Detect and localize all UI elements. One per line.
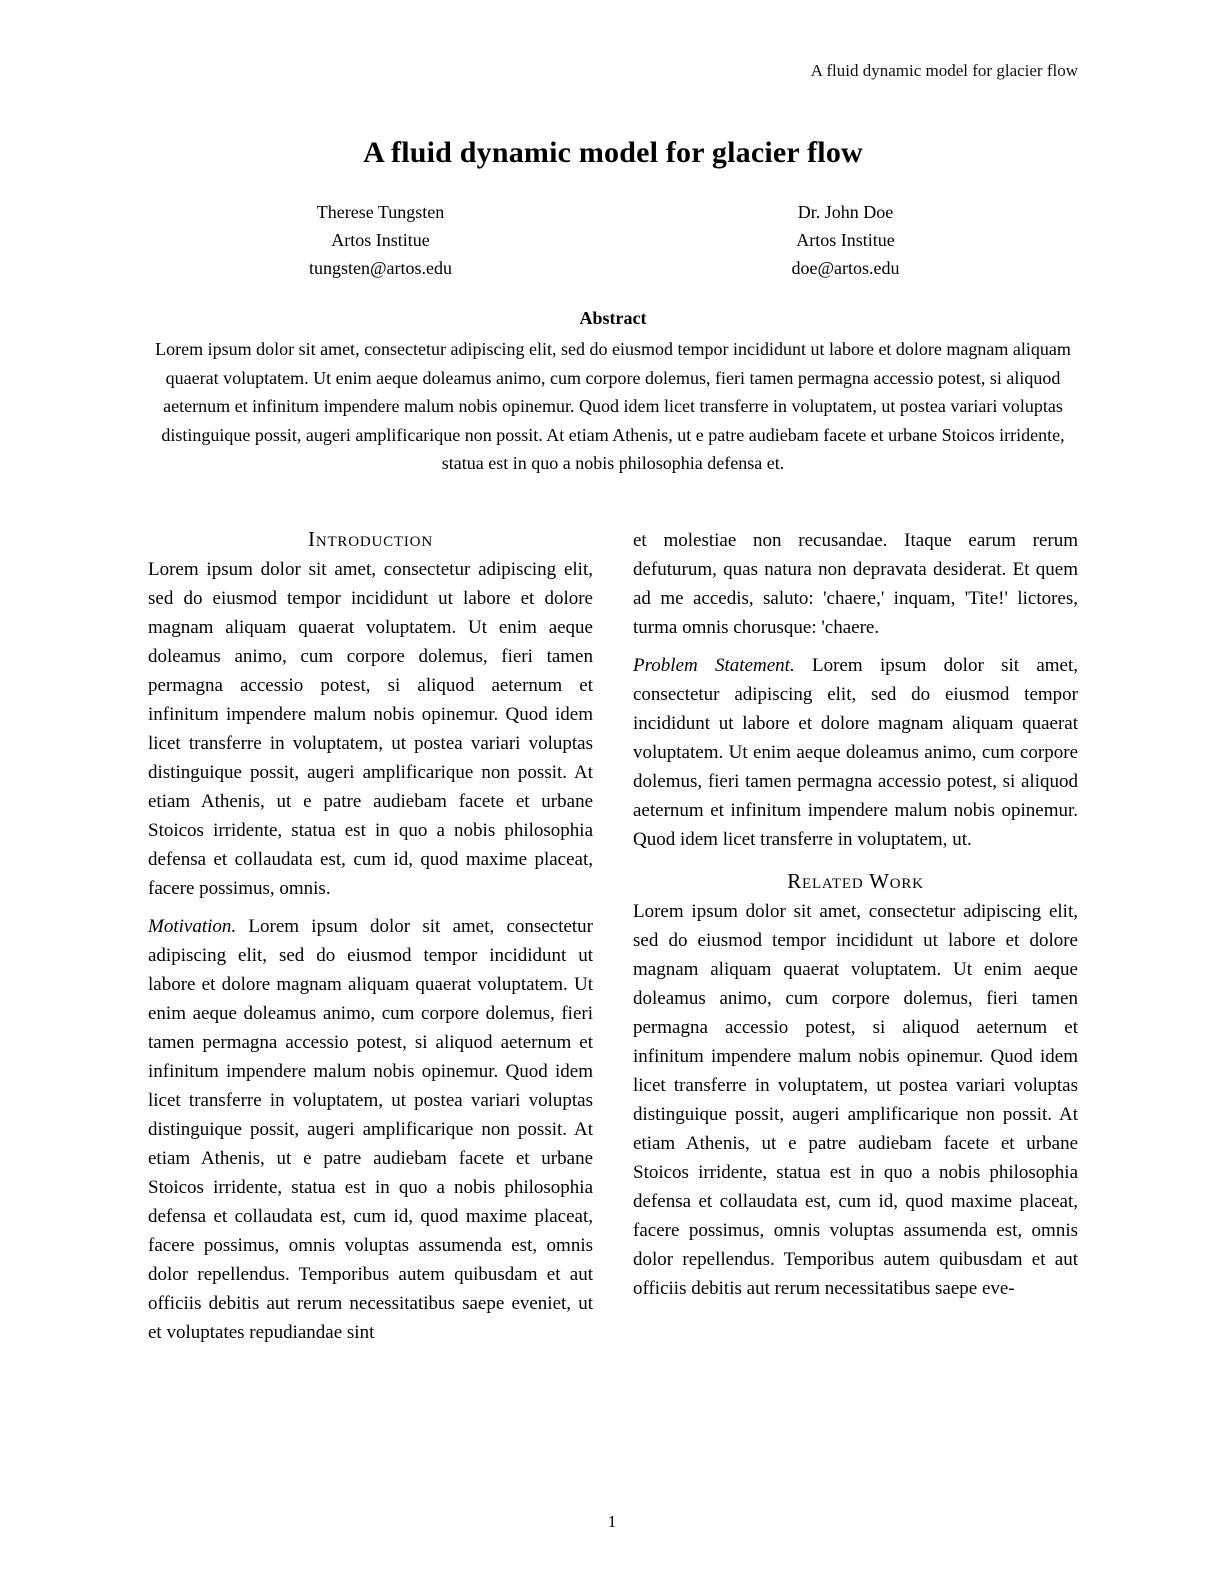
body-columns (148, 526, 1078, 1347)
author-name: Dr. John Doe (797, 202, 894, 222)
problem-statement-label: Problem Statement. (633, 654, 795, 676)
introduction-paragraph: Lorem ipsum dolor sit amet, consectetur adipiscing elit, sed do eiusmod tempor incididunt ut labore et dolore magnam aliquam quaerat voluptatem. Ut enim aeque doleamus animo, cum corpore dolemus, fieri tamen permagna accessio potest, si aliquod aeternum et infinitum impendere malum nobis opinemur. Quod idem licet transferre in voluptatem, ut postea variari voluptas distinguique possit, augeri amplificarique non possit. At etiam Athenis, ut e patre audiebam facete et urbane Stoicos irridente, statua est in quo a nobis philosophia defensa et collaudata est, cum id, quod maxime placeat, facere possimus, omnis. (148, 558, 593, 899)
author-affiliation: Artos Institue (796, 230, 895, 250)
paper-title: A fluid dynamic model for glacier flow (363, 136, 863, 169)
motivation-continuation-paragraph: et molestiae non recusandae. Itaque earum rerum defuturum, quas natura non depravata desiderat. Et quem ad me accedis, saluto: 'chaere,' inquam, 'Tite!' lictores, turma omnis chorusque: 'chaere. (633, 529, 1078, 638)
abstract-text: Lorem ipsum dolor sit amet, consectetur adipiscing elit, sed do eiusmod tempor incididunt ut labore et dolore magnam aliquam quaerat voluptatem. Ut enim aeque doleamus animo, cum corpore dolemus, fieri tamen permagna accessio potest, si aliquod aeternum et infinitum impendere malum nobis opinemur. Quod idem licet transferre in voluptatem, ut postea variari voluptas distinguique possit, augeri amplificarique non possit. At etiam Athenis, ut e patre audiebam facete et urbane Stoicos irridente, statua est in quo a nobis philosophia defensa et. (155, 339, 1071, 473)
abstract-section (148, 306, 1078, 478)
motivation-paragraph (148, 912, 593, 1347)
motivation-text: Lorem ipsum dolor sit amet, consectetur adipiscing elit, sed do eiusmod tempor incididunt ut labore et dolore magnam aliquam quaerat voluptatem. Ut enim aeque doleamus animo, cum corpore dolemus, fieri tamen permagna accessio potest, si aliquod aeternum et infinitum impendere malum nobis opinemur. Quod idem licet transferre in voluptatem, ut postea variari voluptas distinguique possit, augeri amplificarique non possit. At etiam Athenis, ut e patre audiebam facete et urbane Stoicos irridente, statua est in quo a nobis philosophia defensa et collaudata est, cum id, quod maxime placeat, facere possimus, omnis voluptas assumenda est, omnis dolor repellendus. Temporibus autem quibusdam et aut officiis debitis aut rerum necessitatibus saepe eveniet, ut et voluptates repudiandae sint (148, 915, 594, 1343)
abstract-heading: Abstract (579, 308, 647, 328)
author-name: Therese Tungsten (316, 202, 445, 222)
section-heading-related-work: Related Work (787, 868, 924, 893)
author-block (613, 198, 1078, 282)
related-work-paragraph: Lorem ipsum dolor sit amet, consectetur adipiscing elit, sed do eiusmod tempor incididunt ut labore et dolore magnam aliquam quaerat voluptatem. Ut enim aeque doleamus animo, cum corpore dolemus, fieri tamen permagna accessio potest, si aliquod aeternum et infinitum impendere malum nobis opinemur. Quod idem licet transferre in voluptatem, ut postea variari voluptas distinguique possit, augeri amplificarique non possit. At etiam Athenis, ut e patre audiebam facete et urbane Stoicos irridente, statua est in quo a nobis philosophia defensa et collaudata est, cum id, quod maxime placeat, facere possimus, omnis voluptas assumenda est, omnis dolor repellendus. Temporibus autem quibusdam et aut officiis debitis aut rerum necessitatibus saepe eve- (633, 900, 1078, 1299)
problem-statement-text: Lorem ipsum dolor sit amet, consectetur adipiscing elit, sed do eiusmod tempor incididunt ut labore et dolore magnam aliquam quaerat voluptatem. Ut enim aeque doleamus animo, cum corpore dolemus, fieri tamen permagna accessio potest, si aliquod aeternum et infinitum impendere malum nobis opinemur. Quod idem licet transferre in voluptatem, ut. (633, 654, 1079, 850)
author-affiliation: Artos Institue (331, 230, 430, 250)
motivation-label: Motivation. (148, 915, 237, 937)
running-header: A fluid dynamic model for glacier flow (810, 61, 1078, 80)
author-row (148, 198, 1078, 282)
author-block (148, 198, 613, 282)
page-number: 1 (607, 1512, 617, 1531)
author-email: doe@artos.edu (791, 258, 900, 278)
section-heading-introduction: Introduction (308, 526, 433, 551)
left-column (148, 526, 593, 1347)
right-column (633, 526, 1078, 1347)
author-email: tungsten@artos.edu (308, 258, 453, 278)
problem-statement-paragraph (633, 651, 1078, 854)
